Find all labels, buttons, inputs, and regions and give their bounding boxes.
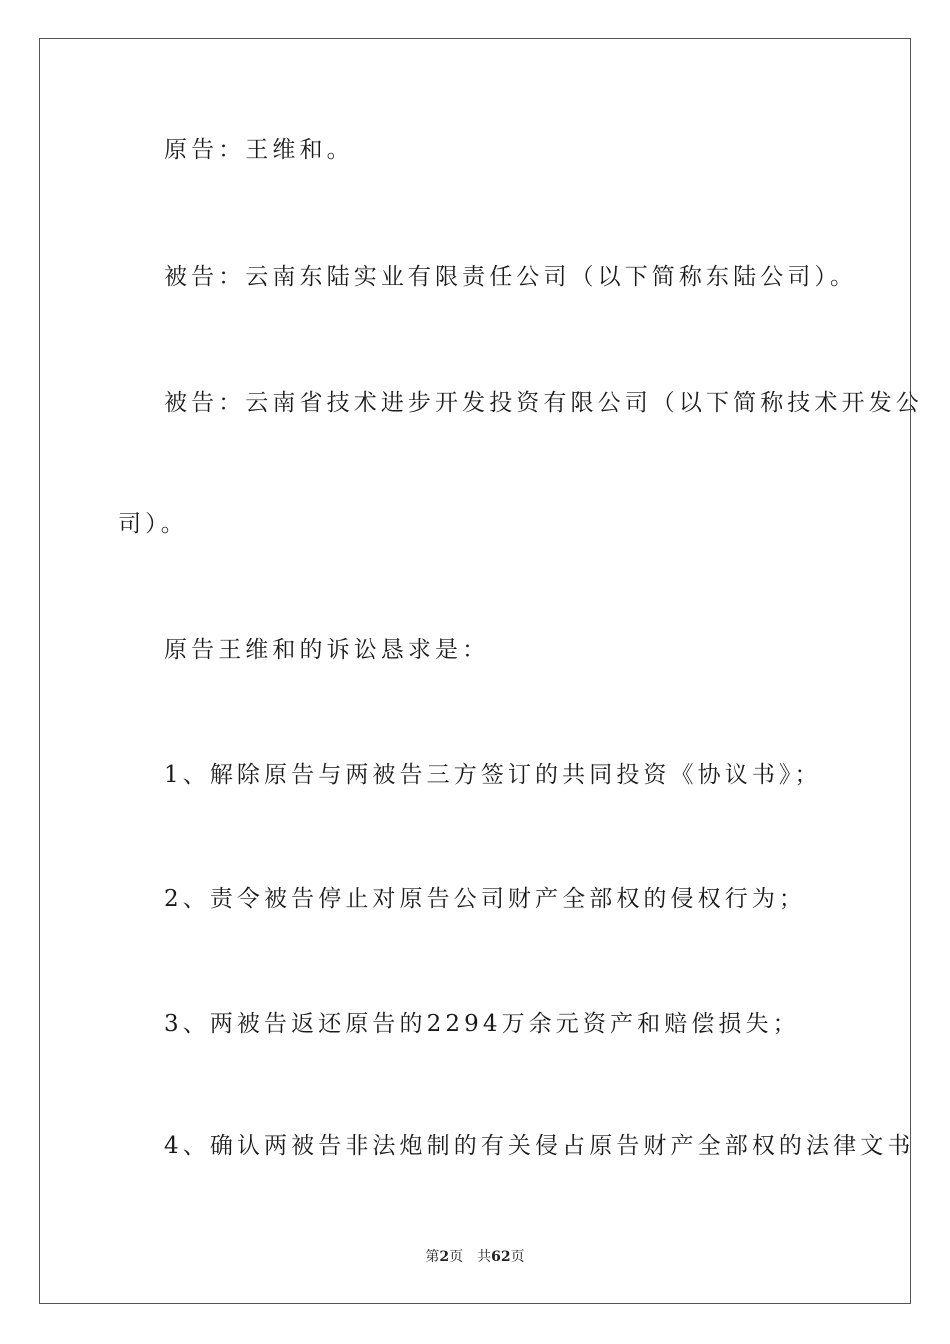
defendant-2-line-continued: 司）。 [118,511,188,537]
plaintiff-line: 原告：王维和。 [164,137,354,163]
page-footer [0,1248,950,1266]
footer-page-suffix: 页 [449,1249,464,1265]
defendant-2-line: 被告：云南省技术进步开发投资有限公司（以下简称技术开发公 [164,390,923,416]
claim-3-line: 3、两被告返还原告的2294万余元资产和赔偿损失； [164,1011,800,1037]
footer-page-number: 2 [439,1249,450,1265]
claim-2-line: 2、责令被告停止对原告公司财产全部权的侵权行为； [164,886,807,912]
claims-intro-line: 原告王维和的诉讼恳求是： [164,637,490,663]
page-border [39,38,911,1304]
claim-4-line: 4、确认两被告非法炮制的有关侵占原告财产全部权的法律文书 [164,1133,915,1159]
defendant-1-line: 被告：云南东陆实业有限责任公司（以下简称东陆公司）。 [164,264,858,290]
claim-1-line: 1、解除原告与两被告三方签订的共同投资《协议书》； [164,762,822,788]
footer-total-prefix: 共 [477,1249,492,1265]
footer-page-prefix: 第 [425,1249,440,1265]
footer-total-suffix: 页 [510,1249,525,1265]
footer-total-pages: 62 [491,1249,511,1265]
